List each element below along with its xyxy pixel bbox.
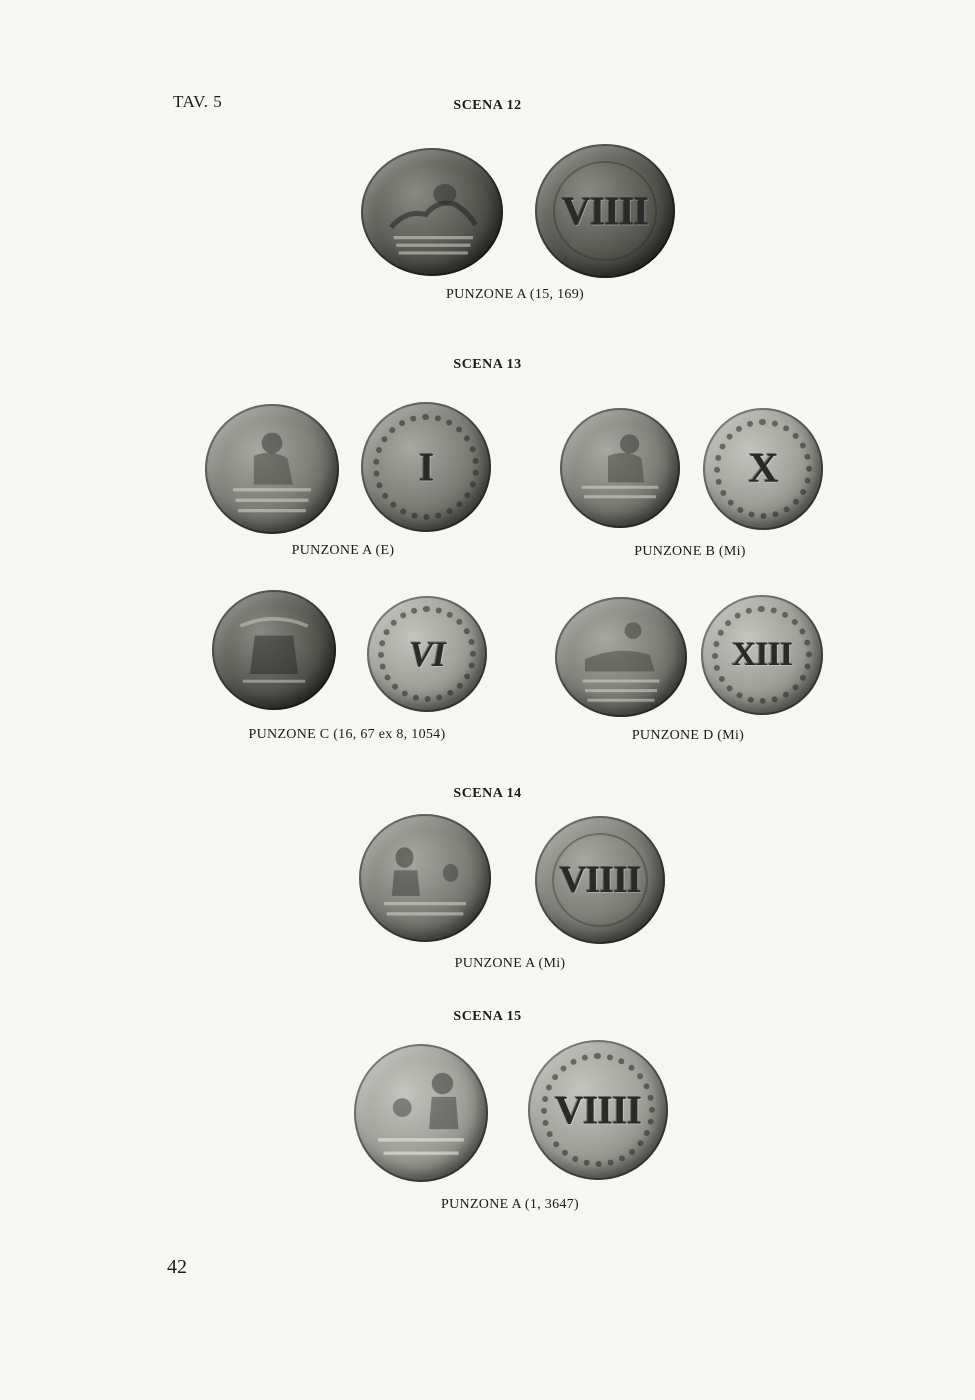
plate-label: TAV. 5 bbox=[173, 92, 223, 111]
erotic-scene-relief-icon bbox=[361, 148, 503, 276]
coin-obverse bbox=[212, 590, 336, 710]
erotic-scene-relief-icon bbox=[560, 408, 680, 528]
coin-obverse bbox=[359, 814, 491, 942]
erotic-scene-relief-icon bbox=[354, 1044, 488, 1182]
scene-title-14: SCENA 14 bbox=[453, 786, 522, 801]
erotic-scene-relief-icon bbox=[359, 814, 491, 942]
punch-caption: PUNZONE A (15, 169) bbox=[446, 287, 584, 302]
reverse-numeral: VIIII bbox=[554, 1087, 642, 1133]
coin-obverse bbox=[205, 404, 339, 534]
reverse-numeral: VIIII bbox=[559, 859, 641, 901]
reverse-numeral: VI bbox=[408, 634, 446, 674]
erotic-scene-relief-icon bbox=[555, 597, 687, 717]
scene-title-15: SCENA 15 bbox=[453, 1009, 522, 1024]
reverse-numeral: X bbox=[748, 446, 778, 492]
coin-reverse bbox=[703, 408, 823, 530]
coin-reverse bbox=[535, 144, 675, 278]
coin-reverse bbox=[367, 596, 487, 712]
reverse-numeral: I bbox=[418, 444, 434, 490]
punch-caption: PUNZONE A (1, 3647) bbox=[441, 1197, 579, 1212]
punch-caption: PUNZONE A (Mi) bbox=[454, 956, 566, 971]
coin-obverse bbox=[560, 408, 680, 528]
coin-reverse bbox=[528, 1040, 668, 1180]
coin-reverse bbox=[535, 816, 665, 944]
scene-title-12: SCENA 12 bbox=[453, 98, 522, 113]
erotic-scene-relief-icon bbox=[212, 590, 336, 710]
page-number: 42 bbox=[167, 1256, 187, 1278]
punch-caption: PUNZONE A (E) bbox=[291, 543, 395, 558]
coin-reverse bbox=[361, 402, 491, 532]
reverse-numeral: XIII bbox=[731, 636, 793, 673]
punch-caption: PUNZONE C (16, 67 ex 8, 1054) bbox=[248, 727, 446, 742]
scene-title-13: SCENA 13 bbox=[453, 357, 522, 372]
coin-obverse bbox=[555, 597, 687, 717]
erotic-scene-relief-icon bbox=[205, 404, 339, 534]
coin-obverse bbox=[361, 148, 503, 276]
reverse-numeral: VIIII bbox=[561, 188, 649, 234]
coin-obverse bbox=[354, 1044, 488, 1182]
punch-caption: PUNZONE D (Mi) bbox=[631, 728, 745, 743]
coin-reverse bbox=[701, 595, 823, 715]
punch-caption: PUNZONE B (Mi) bbox=[634, 544, 746, 559]
